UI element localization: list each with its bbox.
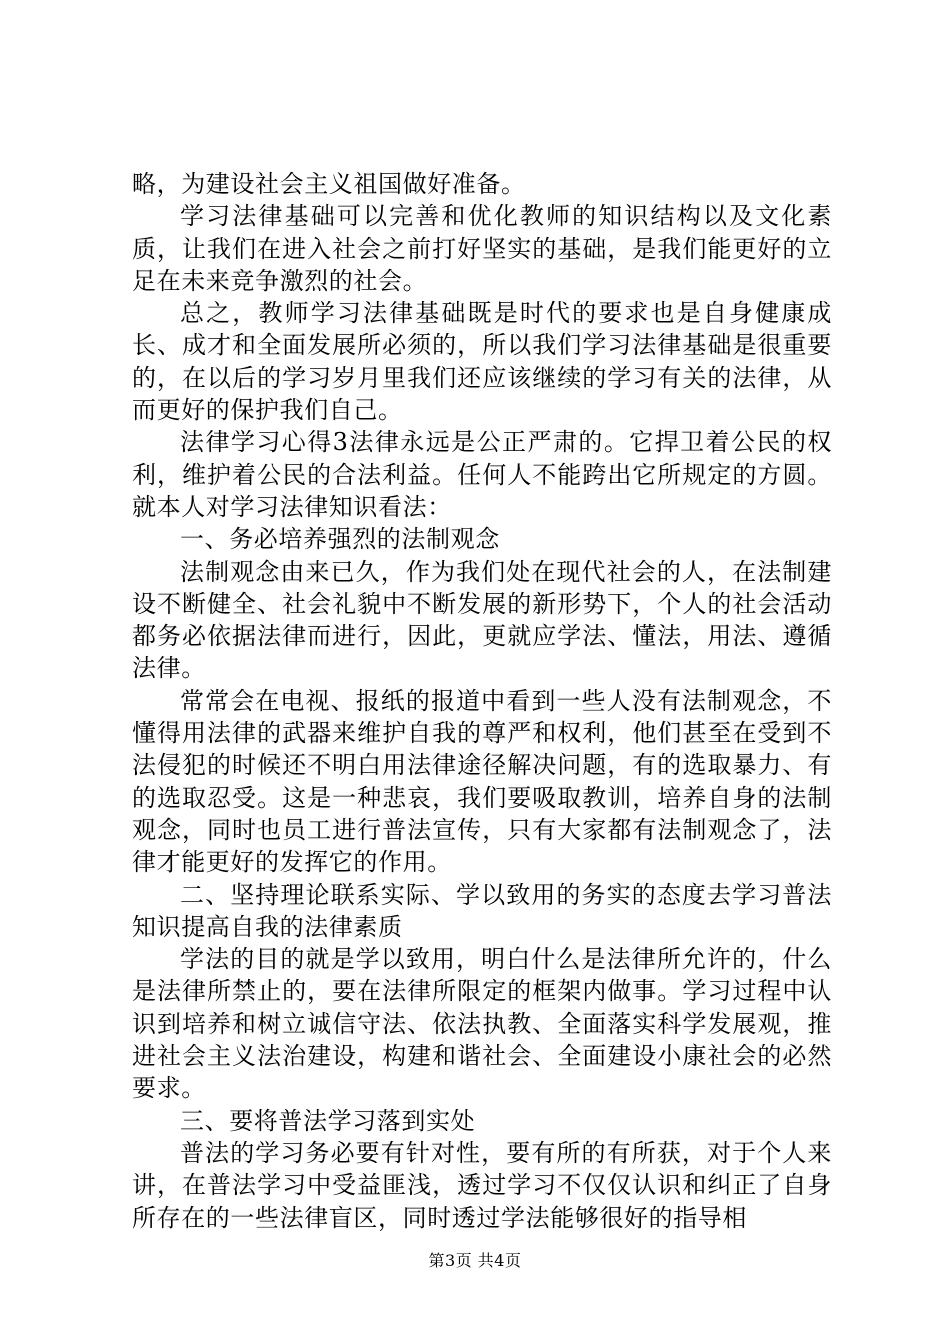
paragraph: 普法的学习务必要有针对性，要有所的有所获，对于个人来讲，在普法学习中受益匪浅，透过学习不仅仅认识和纠正了自身所存在的一些法律盲区，同时透过学法能够很好的指导相	[132, 1138, 832, 1232]
section-heading: 三、要将普法学习落到实处	[180, 1106, 476, 1135]
paragraph: 常常会在电视、报纸的报道中看到一些人没有法制观念，不懂得用法律的武器来维护自我的尊严和权利，他们甚至在受到不法侵犯的时候还不明白用法律途径解决问题，有的选取暴力、有的选取忍受。这是一种悲哀，我们要吸取教训，培养自身的法制观念，同时也员工进行普法宣传，只有大家都有法制观念了，法律才能更好的发挥它的作用。	[132, 686, 832, 877]
paragraph: 法制观念由来已久，作为我们处在现代社会的人，在法制建设不断健全、社会礼貌中不断发展的新形势下，个人的社会活动都务必依据法律而进行，因此，更就应学法、懂法，用法、遵循法律。	[132, 557, 832, 683]
paragraph-continuation: 略，为建设社会主义祖国做好准备。	[132, 170, 526, 198]
document-body	[132, 168, 832, 1234]
section-heading: 二、坚持理论联系实际、学以致用的务实的态度去学习普法知识提高自我的法律素质	[132, 880, 832, 941]
section-heading: 一、务必培养强烈的法制观念	[180, 525, 500, 554]
paragraph: 学法的目的就是学以致用，明白什么是法律所允许的，什么是法律所禁止的，要在法律所限定的框架内做事。学习过程中认识到培养和树立诚信守法、依法执教、全面落实科学发展观，推进社会主义法治建设，构建和谐社会、全面建设小康社会的必然要求。	[132, 945, 832, 1103]
paragraph: 学习法律基础可以完善和优化教师的知识结构以及文化素质，让我们在进入社会之前打好坚实的基础，是我们能更好的立足在未来竞争激烈的社会。	[132, 202, 832, 295]
paragraph: 法律学习心得3法律永远是公正严肃的。它捍卫着公民的权利，维护着公民的合法利益。任何人不能跨出它所规定的方圆。就本人对学习法律知识看法：	[132, 428, 832, 521]
paragraph: 总之，教师学习法律基础既是时代的要求也是自身健康成长、成才和全面发展所必须的，所以我们学习法律基础是很重要的，在以后的学习岁月里我们还应该继续的学习有关的法律，从而更好的保护我们自己。	[132, 299, 832, 425]
page-number-footer: 第3页 共4页	[428, 1251, 522, 1270]
